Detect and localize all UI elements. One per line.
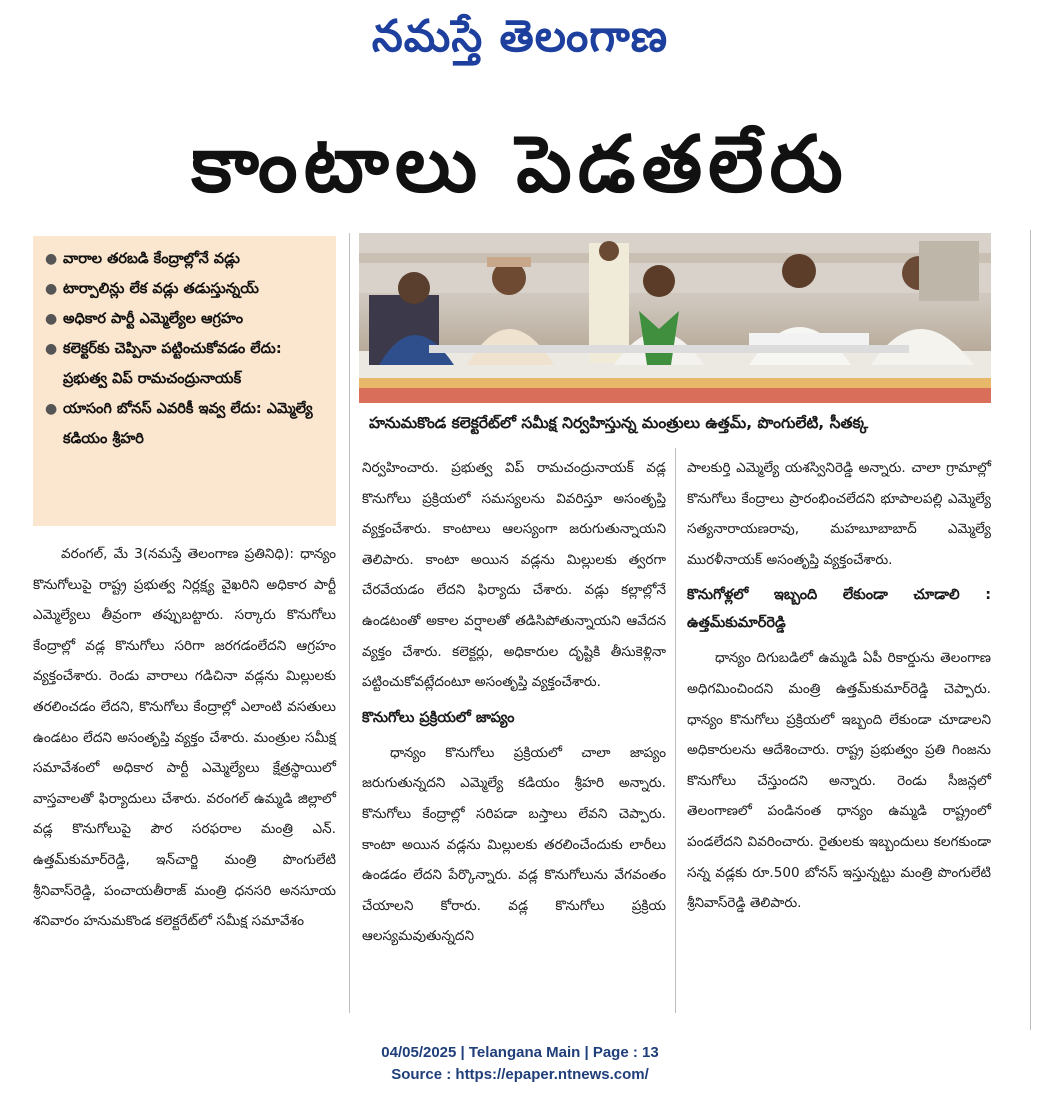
highlight-item: ● టార్పాలిన్లు లేక వడ్లు తడుస్తున్నయ్ xyxy=(45,274,330,304)
bullet-icon: ● xyxy=(45,401,58,417)
article-paragraph: వరంగల్, మే 3(నమస్తే తెలంగాణ ప్రతినిధి): ధాన్యం కొనుగోలుపై రాష్ట్ర ప్రభుత్వ నిర్లక్ష్య వైఖరిని అధికార పార్టీ ఎమ్మెల్యేలు తీవ్రంగా తప్పుబట్టారు. సర్కారు కొనుగోలు కేంద్రాల్లో వడ్ల కొనుగోలు సరిగా జరగడంలేదని ఆగ్రహం వ్యక్తంచేశారు. రెండు వారాలు గడిచినా వడ్లను మిల్లులకు తరలించడం లేదని, కొనుగోలు కేంద్రాల్లో ఎలాంటి వసతులు ఉండటం లేదని అసంతృప్తి వ్యక్తం చేశారు. మంత్రుల సమీక్ష సమావేశంలో అధికార పార్టీ ఎమ్మెల్యేలు క్షేత్రస్థాయిలో వాస్తవాలతో ఫిర్యాదులు చేశారు. వరంగల్ ఉమ్మడి జిల్లాలో వడ్ల కొనుగోలుపై పౌర సరఫరాల మంత్రి ఎన్. ఉత్తమ్‌కుమార్‌రెడ్డి, ఇన్‌చార్జి మంత్రి పొంగులేటి శ్రీనివాస్‌రెడ్డి, పంచాయతీరాజ్ మంత్రి ధనసరి అనసూయ శనివారం హనుమకొండ కలెక్టరేట్‌లో సమీక్ష సమావేశం xyxy=(33,546,336,930)
highlight-item: ● అధికార పార్టీ ఎమ్మెల్యేల ఆగ్రహం xyxy=(45,304,330,334)
article-column-1 xyxy=(33,539,336,937)
article-column-3 xyxy=(687,453,991,919)
article-paragraph: ధాన్యం దిగుబడిలో ఉమ్మడి ఏపీ రికార్డును తెలంగాణ అధిగమించిందని మంత్రి ఉత్తమ్‌కుమార్‌రెడ్డి చెప్పారు. ధాన్యం కొనుగోలు ప్రక్రియలో ఇబ్బంది లేకుండా చూడాలని అధికారులను ఆదేశించారు. రాష్ట్ర ప్రభుత్వం ప్రతి గింజను కొనుగోలు చేస్తుందని అన్నారు. రెండు సీజన్లలో తెలంగాణలో పండినంత ధాన్యం ఉమ్మడి రాష్ట్రంలో పండలేదని వివరించారు. రైతులకు ఇబ్బందులు కలగకుండా సన్న వడ్లకు రూ.500 బోనస్ ఇస్తున్నట్టు మంత్రి పొంగులేటి శ్రీనివాస్‌రెడ్డి తెలిపారు. xyxy=(687,650,991,912)
highlights-box xyxy=(33,236,336,526)
column-divider xyxy=(349,233,350,1013)
news-photo xyxy=(359,233,991,403)
article-subheading: కొనుగోలు ప్రక్రియలో జాప్యం xyxy=(362,709,515,726)
column-divider xyxy=(675,448,676,1013)
bullet-icon: ● xyxy=(45,281,58,297)
article-paragraph: ధాన్యం కొనుగోలు ప్రక్రియలో చాలా జాప్యం జరుగుతున్నదని ఎమ్మెల్యే కడియం శ్రీహరి అన్నారు. కొనుగోలు కేంద్రాల్లో సరిపడా బస్తాలు లేవని చెప్పారు. కాంటా అయిన వడ్లను మిల్లులకు తరలించేందుకు లారీలు ఉండడం లేదని పేర్కొన్నారు. వడ్ల కొనుగోలును వేగవంతం చేయాలని కోరారు. వడ్ల కొనుగోలు ప్రక్రియ ఆలస్యమవుతున్నదని xyxy=(362,744,666,945)
article-paragraph: నిర్వహించారు. ప్రభుత్వ విప్ రామచంద్రునాయక్ వడ్ల కొనుగోలు ప్రక్రియలో సమస్యలను వివరిస్తూ అసంతృప్తి వ్యక్తంచేశారు. కాంటాలు ఆలస్యంగా జరుగుతున్నాయని తెలిపారు. కాంటా అయిన వడ్లను మిల్లులకు త్వరగా చేరవేయడం లేదని ఫిర్యాదు చేశారు. వడ్లు కల్లాల్లోనే ఉండటంతో అకాల వర్షాలతో తడిసిపోతున్నాయని ఆవేదన వ్యక్తం చేశారు. కలెక్టర్లు, అధికారుల దృష్టికి తీసుకెళ్లినా పట్టించుకోవట్లేదంటూ అసంతృప్తి వ్యక్తంచేశారు. xyxy=(362,460,666,691)
bullet-icon: ● xyxy=(45,311,58,327)
article-column-2 xyxy=(362,453,666,952)
bullet-icon: ● xyxy=(45,251,58,267)
column-divider xyxy=(1030,230,1031,1030)
photo-caption: హనుమకొండ కలెక్టరేట్‌లో సమీక్ష నిర్వహిస్తున్న మంత్రులు ఉత్తమ్, పొంగులేటి, సీతక్క xyxy=(359,405,991,441)
bullet-icon: ● xyxy=(45,341,58,357)
meeting-photo-illustration xyxy=(359,233,991,403)
article-paragraph: పాలకుర్తి ఎమ్మెల్యే యశస్వినిరెడ్డి అన్నారు. చాలా గ్రామాల్లో కొనుగోలు కేంద్రాలు ప్రారంభించలేదని భూపాలపల్లి ఎమ్మెల్యే సత్యనారాయణరావు, మహబూబాబాద్ ఎమ్మెల్యే మురళీనాయక్ అసంతృప్తి వ్యక్తంచేశారు. xyxy=(687,460,991,568)
article-headline: కాంటాలు పెడతలేరు xyxy=(191,120,849,210)
highlight-item: ● వారాల తరబడి కేంద్రాల్లోనే వడ్లు xyxy=(45,244,330,274)
article-subheading: కొనుగోళ్లలో ఇబ్బంది లేకుండా చూడాలి : ఉత్తమ్‌కుమార్‌రెడ్డి xyxy=(687,587,991,632)
footer-date-page: 04/05/2025 | Telangana Main | Page : 13 xyxy=(381,1044,659,1061)
highlight-item: ● కలెక్టర్‌కు చెప్పినా పట్టించుకోవడం లేదు: ప్రభుత్వ విప్ రామచంద్రునాయక్ xyxy=(45,334,330,394)
highlight-item: ● యాసంగి బోనస్ ఎవరికీ ఇవ్వ లేదు: ఎమ్మెల్యే కడియం శ్రీహరి xyxy=(45,394,330,454)
newspaper-masthead: నమస్తే తెలంగాణ xyxy=(371,11,669,62)
footer-source-link[interactable]: Source : https://epaper.ntnews.com/ xyxy=(391,1066,649,1083)
